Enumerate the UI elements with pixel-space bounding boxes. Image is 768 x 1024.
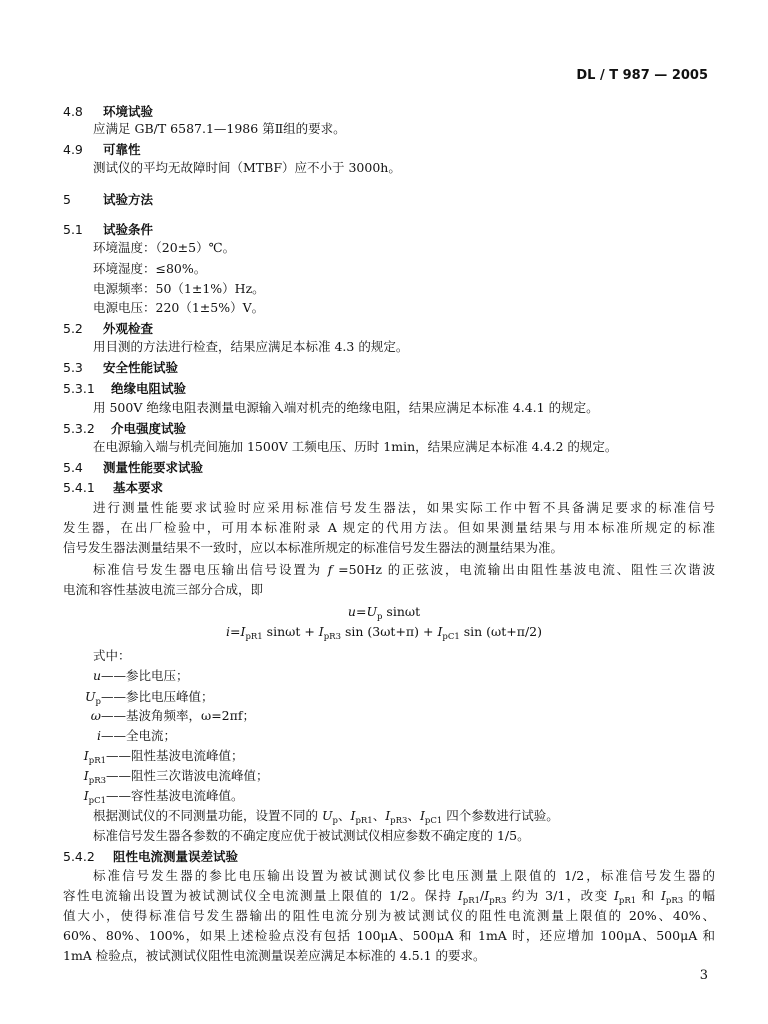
para-5-4-1-line2: 发生器，在出厂检验中，可用本标准附录 A 规定的代用方法。但如果测量结果与用本标准所规定的标准 (63, 520, 715, 535)
heading-5-3-1: 5.3.1 绝缘电阻试验 (63, 381, 187, 396)
para-5-4-2-line5: 1mA 检验点，被试测试仪阻性电流测量误差应满足本标准的 4.5.1 的要求。 (63, 948, 486, 963)
body-5-3-2: 在电源输入端与机壳间施加 1500V 工频电压、历时 1min，结果应满足本标准 4.4.2 的规定。 (93, 439, 618, 454)
symbol-def-ipr1: $I_{pR1}——$阻性基波电流峰值； (83, 748, 244, 766)
heading-5-4-1: 5.4.1 基本要求 (63, 480, 164, 495)
heading-5-2: 5.2 外观检查 (63, 321, 154, 336)
para-5-4-2-line1: 标准信号发生器的参比电压输出设置为被试测试仪参比电压测量上限值的 1/2，标准信号发生器的 (93, 868, 715, 883)
heading-5-4: 5.4 测量性能要求试验 (63, 460, 204, 475)
symbol-def-i: i——全电流； (97, 728, 177, 743)
equation-voltage: $u=U_p$ sinωt (347, 604, 421, 622)
heading-4-8: 4.8 环境试验 (63, 104, 154, 119)
standard-code: DL / T 987 — 2005 (576, 68, 708, 83)
heading-5-3: 5.3 安全性能试验 (63, 360, 179, 375)
body-4-9: 测试仪的平均无故障时间（MTBF）应不小于 3000h。 (93, 160, 401, 175)
para-5-4-1-line3: 信号发生器法测量结果不一致时，应以本标准所规定的标准信号发生器法的测量结果为准。 (63, 540, 564, 555)
heading-4-9: 4.9 可靠性 (63, 142, 141, 157)
where-label: 式中： (93, 648, 131, 663)
para-uncertainty: 标准信号发生器各参数的不确定度应优于被试测试仪相应参数不确定度的 1/5。 (93, 828, 530, 843)
symbol-def-omega: ω——基波角频率，ω=2πf； (90, 708, 255, 723)
para-parameters: 根据测试仪的不同测量功能，设置不同的 $U_p$、$I_{pR1}$、$I_{pR3}$、$I_{pC1}$ 四个参数进行试验。 (93, 808, 559, 826)
para-5-4-1-line1: 进行测量性能要求试验时应采用标准信号发生器法，如果实际工作中暂不具备满足要求的标准信号 (93, 500, 715, 515)
para-5-4-1-signal: 标准信号发生器电压输出信号设置为 f =50Hz 的正弦波，电流输出由阻性基波电流、阻性三次谐波 (93, 562, 715, 577)
heading-5-1: 5.1 试验条件 (63, 222, 154, 237)
env-humidity: 环境湿度：≤80%。 (93, 261, 207, 276)
power-voltage: 电源电压：220（1±5%）V。 (93, 300, 265, 315)
para-5-4-2-line4: 60%、80%、100%，如果上述检验点没有包括 100μA、500μA 和 1mA 时，还应增加 100μA、500μA 和 (63, 928, 715, 943)
page-number: 3 (699, 968, 708, 983)
symbol-def-ipr3: $I_{pR3}——$阻性三次谐波电流峰值； (83, 768, 269, 786)
power-frequency: 电源频率：50（1±1%）Hz。 (93, 281, 265, 296)
env-temperature: 环境温度：（20±5）℃。 (93, 240, 236, 255)
heading-5-4-2: 5.4.2 阻性电流测量误差试验 (63, 849, 239, 864)
body-4-8: 应满足 GB/T 6587.1—1986 第Ⅱ组的要求。 (93, 121, 346, 136)
para-5-4-2-line2: 容性电流输出设置为被试测试仪全电流测量上限值的 1/2。保持 $I_{pR1}/I_{pR3}$ 约为 3/1，改变 $I_{pR1}$ 和 $I_{pR3}$ 的幅 (63, 888, 715, 906)
para-5-4-1-signal-cont: 电流和容性基波电流三部分合成，即 (63, 582, 264, 597)
symbol-def-u: u——参比电压； (92, 668, 189, 683)
body-5-2: 用目测的方法进行检查，结果应满足本标准 4.3 的规定。 (93, 339, 409, 354)
symbol-def-ipc1: $I_{pC1}——$容性基波电流峰值。 (83, 788, 244, 806)
body-5-3-1: 用 500V 绝缘电阻表测量电源输入端对机壳的绝缘电阻，结果应满足本标准 4.4.1 的规定。 (93, 400, 599, 415)
equation-current: $i=I_{pR1}$ $\sin\omega t + I_{pR3}$ $\sin (3\omega t+\pi) + I_{pC1}$ sin (ωt+π/2) (226, 624, 542, 642)
para-5-4-2-line3: 值大小，使得标准信号发生器输出的阻性电流分别为被试测试仪的阻性电流测量上限值的 20%、40%、 (63, 908, 715, 923)
heading-5-3-2: 5.3.2 介电强度试验 (63, 421, 187, 436)
heading-5: 5 试验方法 (63, 192, 154, 207)
symbol-def-up: $U_p——$参比电压峰值； (85, 689, 214, 707)
